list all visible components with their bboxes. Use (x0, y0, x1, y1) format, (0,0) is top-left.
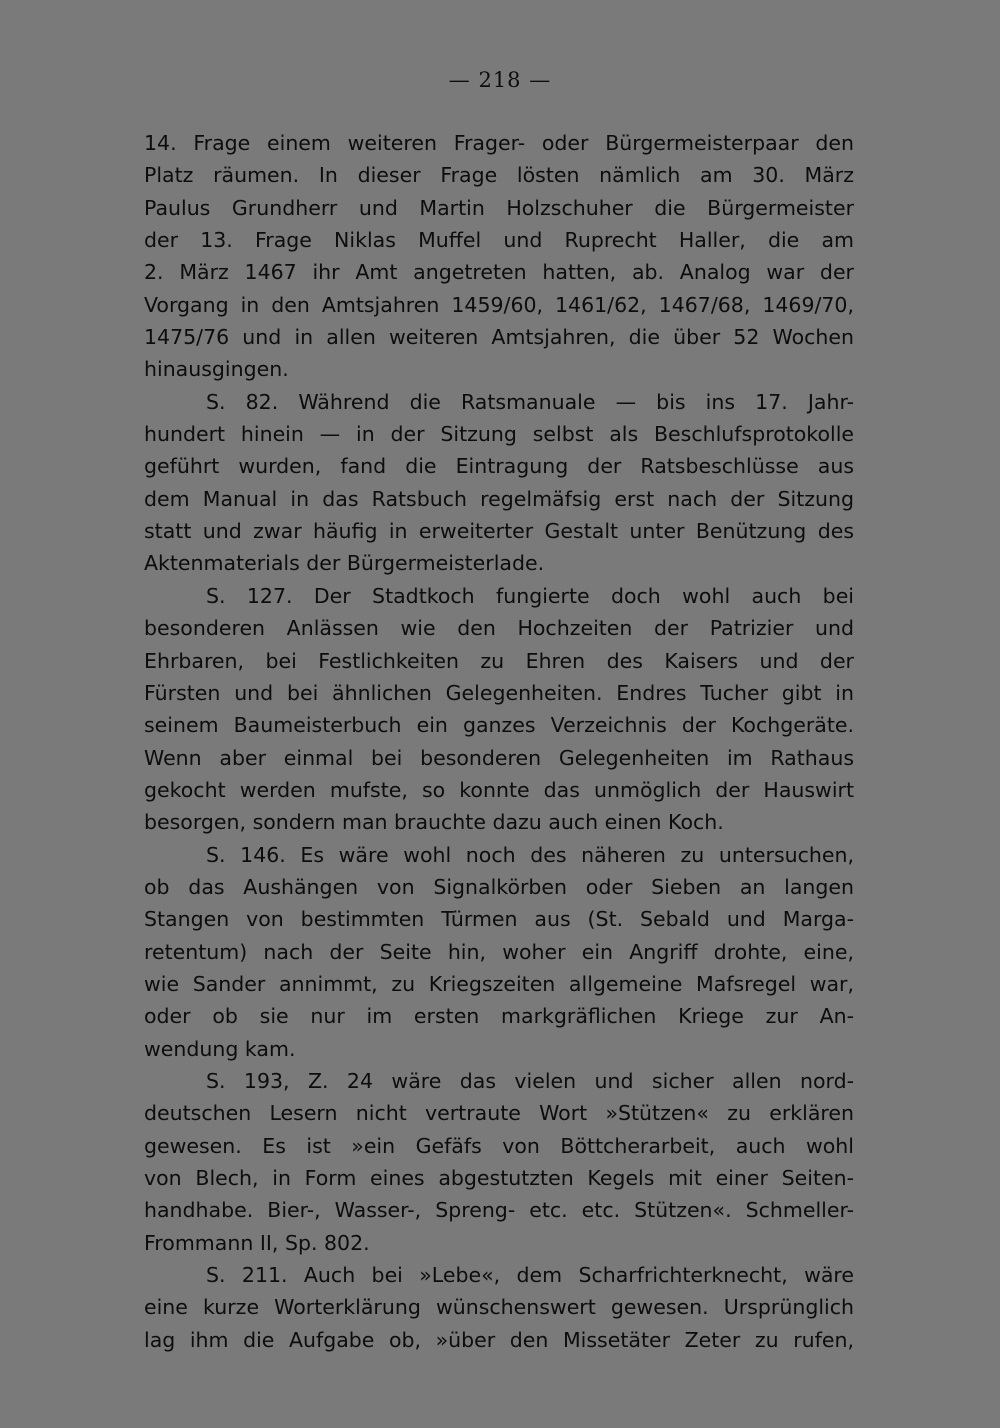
text-line: 1475/76 und in allen weiteren Amtsjahren, die über 52 Wochen (144, 325, 854, 350)
text-line: eine kurze Worterklärung wünschenswert gewesen. Ursprünglich (144, 1295, 854, 1320)
text-line: besonderen Anlässen wie den Hochzeiten der Patrizier und (144, 616, 854, 641)
text-line: 14. Frage einem weiteren Frager- oder Bürgermeisterpaar den (144, 131, 854, 155)
text-line: Platz räumen. In dieser Frage lösten nämlich am 30. März (144, 163, 854, 188)
text-line: S. 211. Auch bei »Lebe«, dem Scharfrichterknecht, wäre (206, 1263, 854, 1288)
text-line: von Blech, in Form eines abgestutzten Kegels mit einer Seiten- (144, 1166, 854, 1190)
text-line: deutschen Lesern nicht vertraute Wort »Stützen« zu erklären (144, 1101, 854, 1126)
text-line: lag ihm die Aufgabe ob, »über den Missetäter Zeter zu rufen, (144, 1327, 854, 1352)
text-line: dem Manual in das Ratsbuch regelmäfsig erst nach der Sitzung (144, 486, 854, 511)
text-line: Stangen von bestimmten Türmen aus (St. Sebald und Marga- (144, 907, 854, 932)
text-line: oder ob sie nur im ersten markgräflichen Kriege zur An- (144, 1004, 854, 1029)
text-line: Paulus Grundherr und Martin Holzschuher die Bürgermeister (144, 195, 854, 220)
text-line: S. 193, Z. 24 wäre das vielen und sicher allen nord- (206, 1068, 854, 1093)
text-line: gewesen. Es ist »ein Gefäfs von Böttcherarbeit, auch wohl (144, 1133, 854, 1158)
text-line: der 13. Frage Niklas Muffel und Ruprecht Haller, die am (144, 228, 854, 253)
text-line: wie Sander annimmt, zu Kriegszeiten allgemeine Mafsregel war, (144, 971, 854, 996)
text-line: S. 127. Der Stadtkoch fungierte doch wohl auch bei (206, 583, 854, 608)
text-line: retentum) nach der Seite hin, woher ein Angriff drohte, eine, (144, 939, 854, 964)
body-text (144, 127, 854, 1356)
text-line: Aktenmaterials der Bürgermeisterlade. (144, 551, 545, 576)
text-line: statt und zwar häufig in erweiterter Gestalt unter Benützung des (144, 519, 854, 544)
text-line: seinem Baumeisterbuch ein ganzes Verzeichnis der Kochgeräte. (144, 713, 854, 738)
text-line: ob das Aushängen von Signalkörben oder Sieben an langen (144, 874, 854, 899)
page-number: — 218 — (448, 68, 552, 92)
text-line: S. 146. Es wäre wohl noch des näheren zu untersuchen, (206, 842, 854, 867)
text-line: 2. März 1467 ihr Amt angetreten hatten, ab. Analog war der (144, 260, 854, 285)
text-line: Ehrbaren, bei Festlichkeiten zu Ehren des Kaisers und der (144, 648, 854, 673)
text-line: wendung kam. (144, 1036, 296, 1061)
text-line: S. 82. Während die Ratsmanuale — bis ins 17. Jahr- (206, 389, 854, 414)
text-line: handhabe. Bier-, Wasser-, Spreng- etc. etc. Stützen«. Schmeller- (144, 1198, 854, 1223)
text-line: Fürsten und bei ähnlichen Gelegenheiten. Endres Tucher gibt in (144, 680, 854, 705)
text-line: besorgen, sondern man brauchte dazu auch einen Koch. (144, 810, 724, 835)
text-line: Vorgang in den Amtsjahren 1459/60, 1461/62, 1467/68, 1469/70, (144, 292, 854, 317)
text-line: Wenn aber einmal bei besonderen Gelegenheiten im Rathaus (144, 745, 854, 770)
text-line: geführt wurden, fand die Eintragung der Ratsbeschlüsse aus (144, 454, 854, 479)
text-line: gekocht werden mufste, so konnte das unmöglich der Hauswirt (144, 777, 854, 802)
text-line: hinausgingen. (144, 357, 289, 382)
text-line: Frommann II, Sp. 802. (144, 1230, 370, 1255)
text-line: hundert hinein — in der Sitzung selbst als Beschlufsprotokolle (144, 422, 854, 447)
